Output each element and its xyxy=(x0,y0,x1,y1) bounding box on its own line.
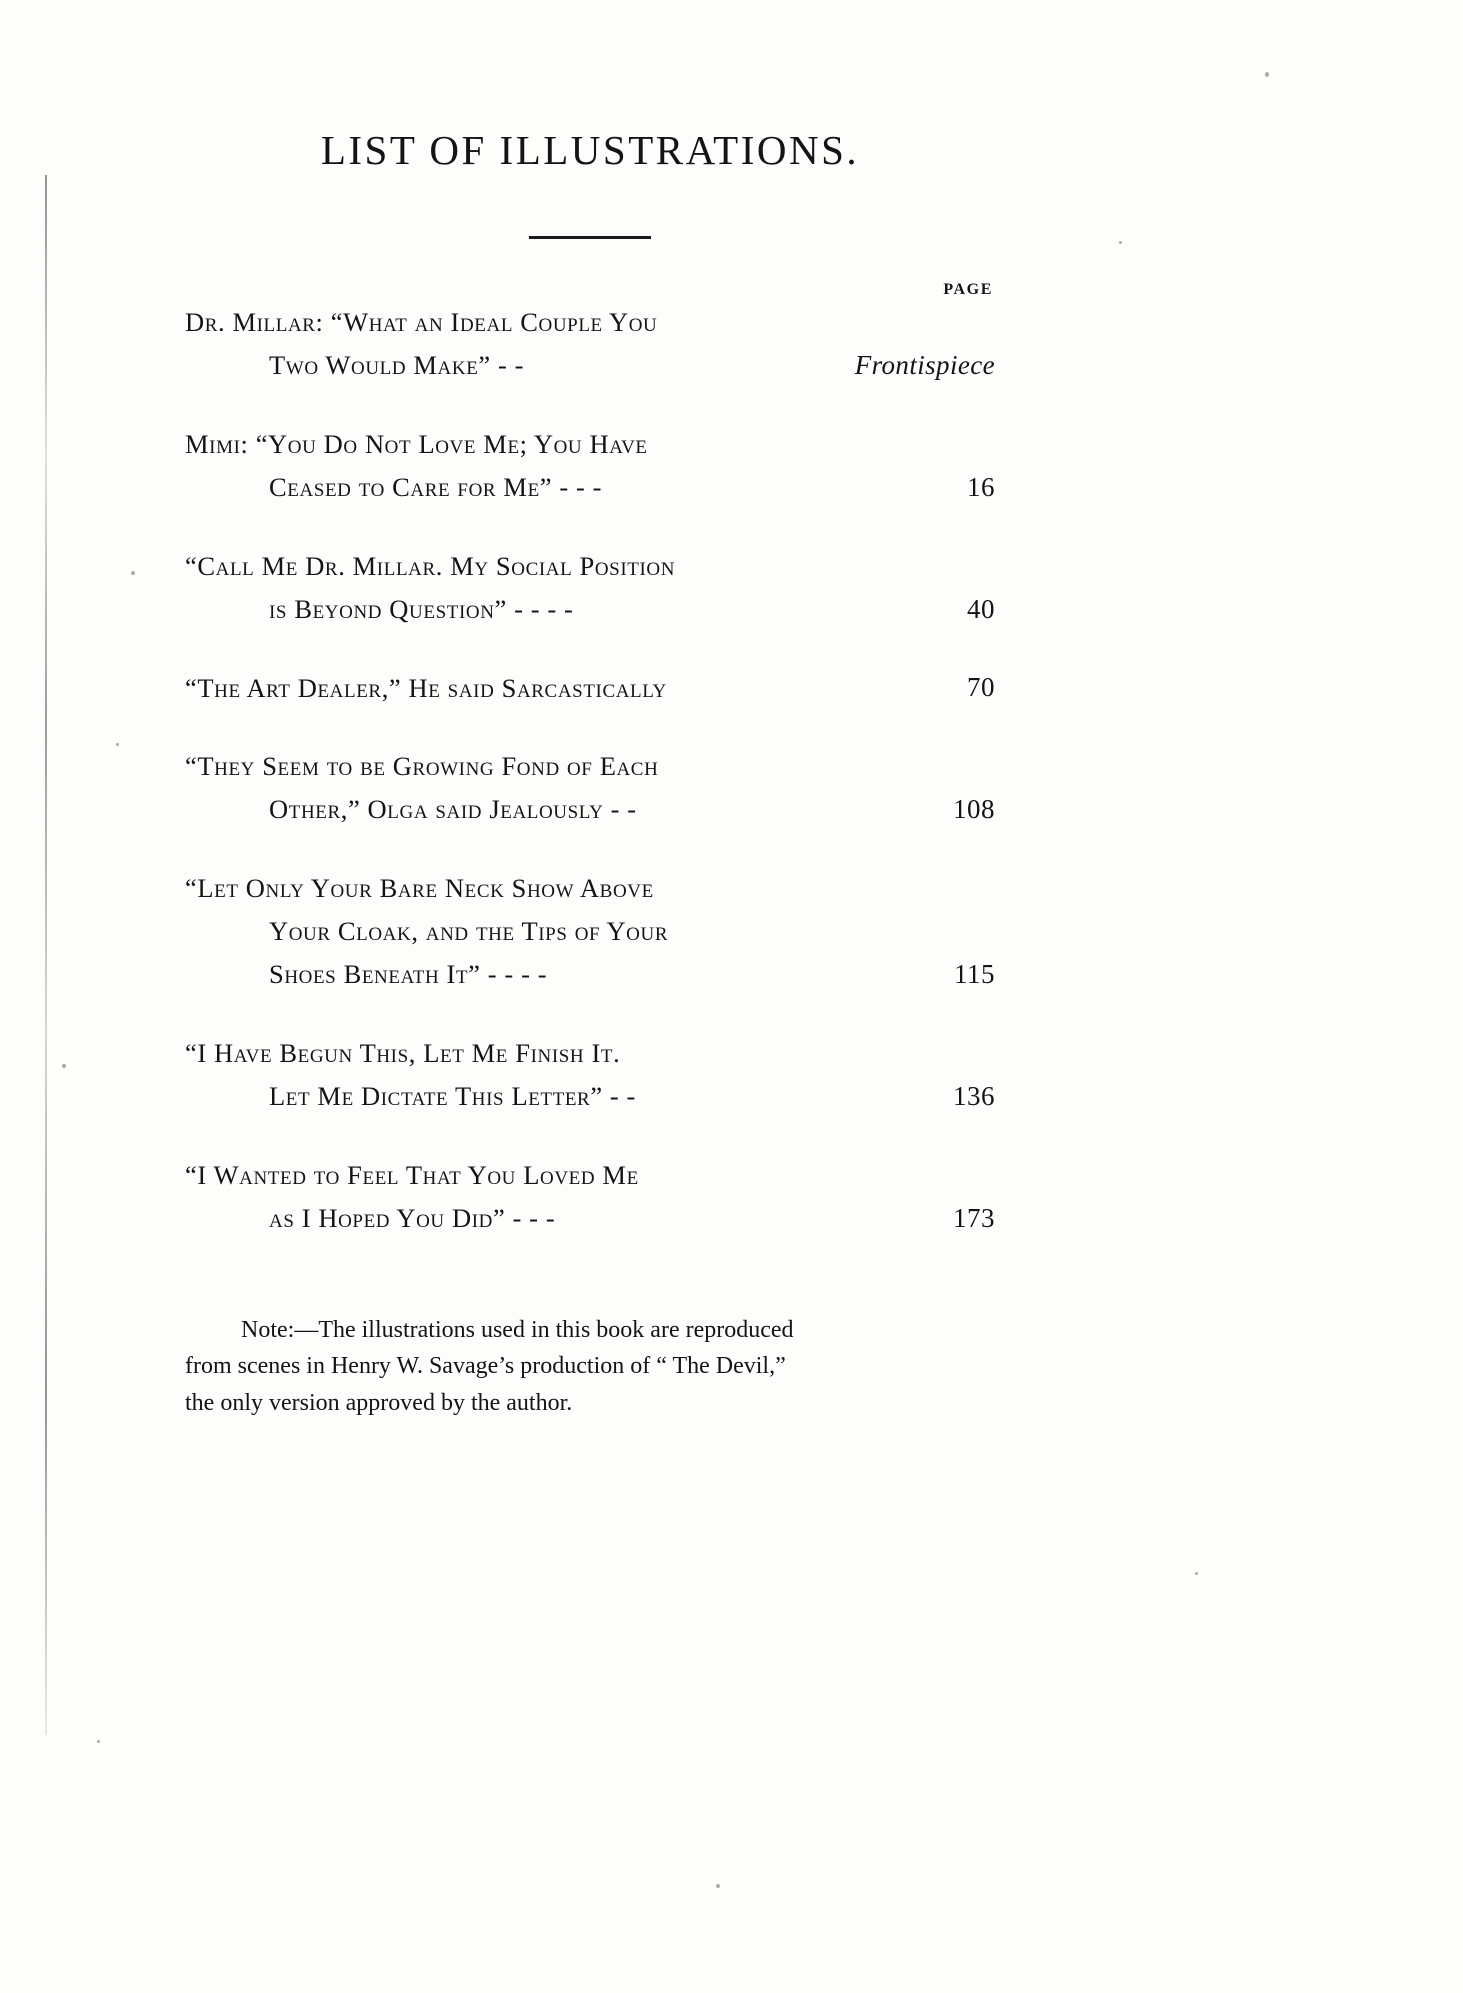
page-edge-artifact xyxy=(45,175,47,1735)
entry-page-number: 40 xyxy=(967,593,995,624)
entry-line: Let Me Dictate This Letter” - - xyxy=(269,1080,636,1111)
entry-page-number: 108 xyxy=(953,794,995,825)
entry-page-number: 70 xyxy=(967,672,995,703)
entry-line: Mimi: “You Do Not Love Me; You Have xyxy=(185,428,648,459)
scan-speck xyxy=(1195,1572,1198,1575)
entry-line: Dr. Millar: “What an Ideal Couple You xyxy=(185,307,658,337)
entry-line: is Beyond Question” - - - - xyxy=(269,593,574,624)
note-block xyxy=(185,1312,985,1421)
note-line: from scenes in Henry W. Savage’s production of “ The Devil,” xyxy=(185,1353,786,1380)
list-item xyxy=(185,867,995,996)
list-item xyxy=(185,423,995,509)
scan-speck xyxy=(716,1884,720,1888)
entry-line: “I Have Begun This, Let Me Finish It. xyxy=(185,1038,621,1069)
entry-line: “Let Only Your Bare Neck Show Above xyxy=(185,873,654,904)
entry-page-number: 115 xyxy=(954,959,995,990)
entry-line: “I Wanted to Feel That You Loved Me xyxy=(185,1159,639,1190)
list-item xyxy=(185,301,995,387)
note-line: Note:—The illustrations used in this book are reproduced xyxy=(241,1316,794,1343)
entry-line: “The Art Dealer,” He said Sarcastically xyxy=(185,672,667,703)
list-item xyxy=(185,1154,995,1240)
entry-page-number: 136 xyxy=(953,1080,995,1111)
scan-speck xyxy=(97,1740,100,1743)
page-column-header: PAGE xyxy=(943,281,993,298)
list-item xyxy=(185,545,995,631)
list-item xyxy=(185,1032,995,1118)
entry-line: Shoes Beneath It” - - - - xyxy=(269,959,548,990)
scan-speck xyxy=(1119,241,1122,244)
scan-speck xyxy=(116,743,119,746)
scan-speck xyxy=(62,1064,66,1068)
scan-speck xyxy=(131,571,135,575)
entry-page-number: 173 xyxy=(953,1202,995,1233)
entry-line: Other,” Olga said Jealously - - xyxy=(269,794,637,825)
illustration-list xyxy=(185,301,995,1240)
note-line: the only version approved by the author. xyxy=(185,1389,573,1416)
entry-line: “They Seem to be Growing Fond of Each xyxy=(185,751,659,782)
list-item xyxy=(185,667,995,710)
title-rule-divider xyxy=(529,236,651,239)
entry-line: Your Cloak, and the Tips of Your xyxy=(269,916,669,947)
entry-line: as I Hoped You Did” - - - xyxy=(269,1202,556,1233)
scan-speck xyxy=(1265,72,1269,77)
entry-line: “Call Me Dr. Millar. My Social Position xyxy=(185,550,676,581)
page-title: LIST OF ILLUSTRATIONS. xyxy=(320,127,860,173)
entry-page-number: Frontispiece xyxy=(854,349,995,380)
page-content xyxy=(185,0,995,1421)
entry-page-number: 16 xyxy=(967,471,995,502)
entry-line: Two Would Make” - - xyxy=(269,349,525,380)
entry-line: Ceased to Care for Me” - - - xyxy=(269,471,603,502)
list-item xyxy=(185,745,995,831)
